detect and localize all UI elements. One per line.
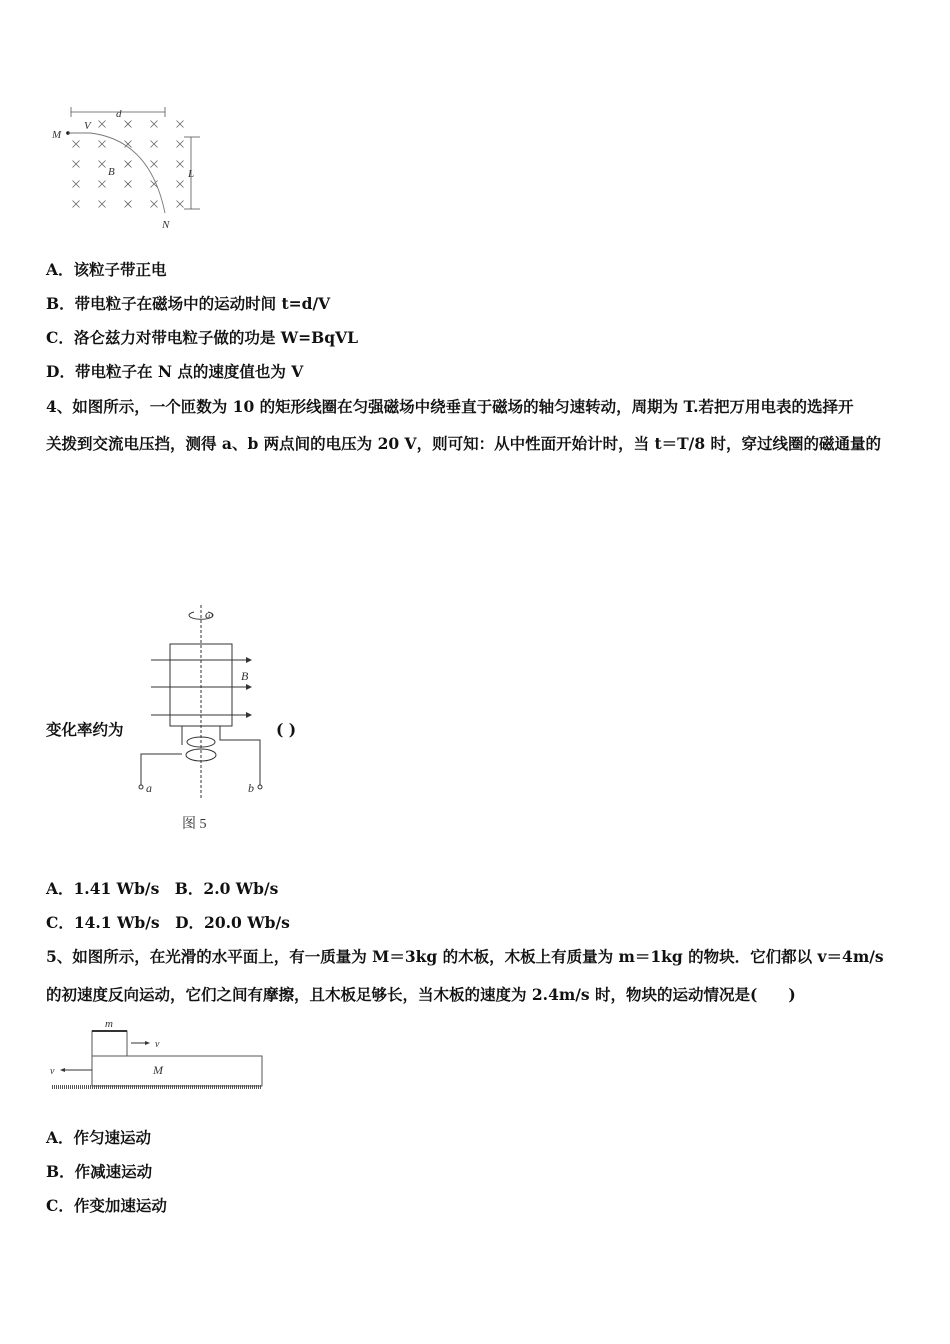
field-cross-grid: [73, 121, 184, 208]
q4-options-row1[interactable]: A．1.41 Wb/s B．2.0 Wb/s: [46, 879, 279, 898]
q4-options-row2[interactable]: C．14.1 Wb/s D．20.0 Wb/s: [46, 913, 290, 932]
label-b: b: [248, 781, 254, 795]
label-omega: ω: [205, 607, 214, 621]
label-M: M: [52, 129, 62, 141]
q3-option-c[interactable]: C．洛仑兹力对带电粒子做的功是 W=BqVL: [46, 328, 358, 347]
q5-stem-line2: 的初速度反向运动，它们之间有摩擦，且木板足够长，当木板的速度为 2.4m/s 时，物块的运动情况是( ): [46, 985, 796, 1004]
q5-option-b[interactable]: B．作减速运动: [46, 1162, 153, 1181]
q4-answer-bracket: ( ): [276, 720, 297, 739]
block-board-figure: [45, 1015, 225, 1095]
q5-option-a[interactable]: A．作匀速运动: [46, 1128, 152, 1147]
q3-option-d[interactable]: D．带电粒子在 N 点的速度值也为 V: [46, 362, 304, 381]
q5-stem-line1: 5、如图所示，在光滑的水平面上，有一质量为 M＝3kg 的木板，木板上有质量为 m＝1kg 的物块．它们都以 v＝4m/s: [46, 947, 884, 966]
q5-option-c[interactable]: C．作变加速运动: [46, 1196, 167, 1215]
label-B: B: [241, 669, 249, 683]
label-d: d: [116, 108, 122, 120]
magnetic-field-figure: [40, 95, 220, 235]
label-N: N: [162, 219, 170, 231]
label-v-left: v: [50, 1066, 55, 1077]
q3-option-b[interactable]: B．带电粒子在磁场中的运动时间 t=d/V: [46, 294, 331, 313]
rotating-coil-figure: [120, 600, 300, 840]
q4-stem-line1: 4、如图所示，一个匝数为 10 的矩形线圈在匀强磁场中绕垂直于磁场的轴匀速转动，周期为 T.若把万用电表的选择开: [46, 397, 854, 416]
q4-stem-line3: 变化率约为: [46, 720, 124, 739]
label-a: a: [146, 781, 152, 795]
label-m: m: [105, 1018, 113, 1030]
label-B: B: [108, 166, 115, 178]
label-M: M: [153, 1063, 163, 1077]
label-v-right: v: [155, 1039, 160, 1050]
label-V: V: [84, 120, 91, 132]
label-L: L: [188, 168, 195, 180]
q3-option-a[interactable]: A．该粒子带正电: [46, 260, 167, 279]
figure-caption: 图 5: [182, 817, 207, 832]
q4-stem-line2: 关拨到交流电压挡，测得 a、b 两点间的电压为 20 V，则可知：从中性面开始计时，当 t＝T/8 时，穿过线圈的磁通量的: [46, 434, 881, 453]
